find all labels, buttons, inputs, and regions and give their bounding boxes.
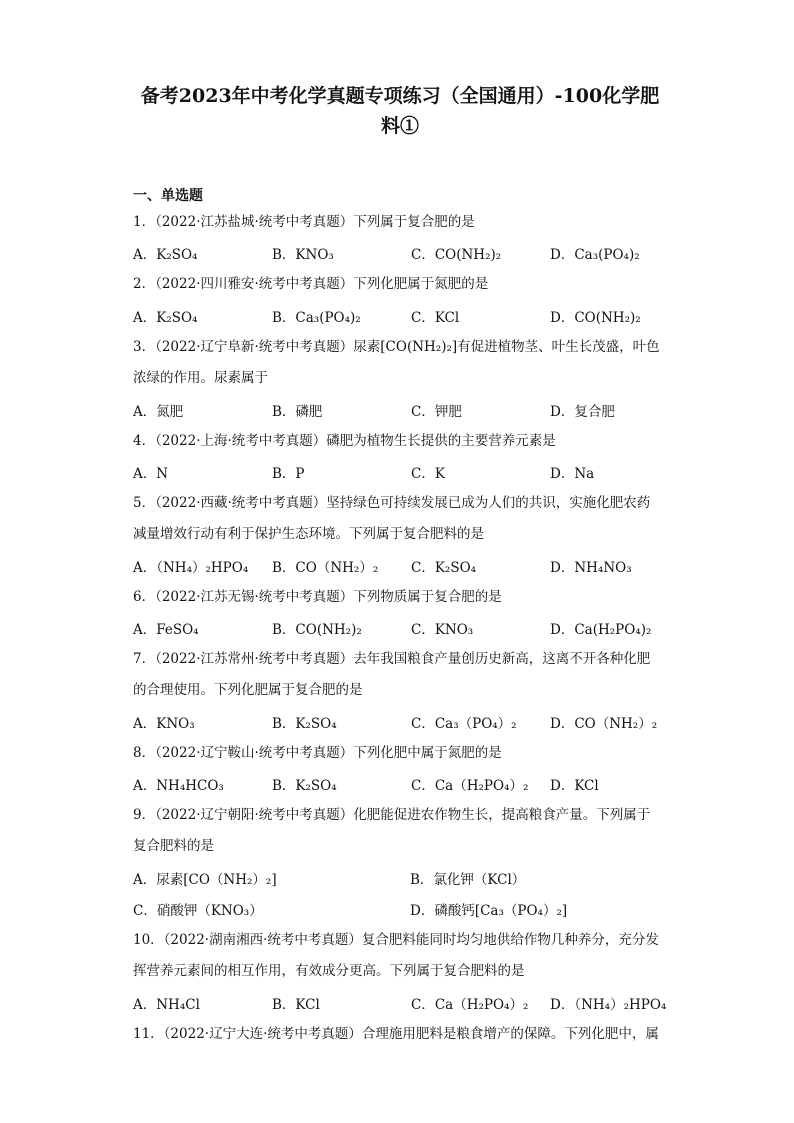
option-b[interactable]: B．磷肥 xyxy=(272,404,323,420)
question-1-options xyxy=(133,243,663,263)
option-b[interactable]: B．K₂SO₄ xyxy=(272,778,337,794)
question-7-options xyxy=(133,712,663,732)
option-d[interactable]: D．CO(NH₂)₂ xyxy=(550,310,641,326)
question-6-stem: 6．（2022·江苏无锡·统考中考真题）下列物质属于复合肥的是 xyxy=(133,589,502,605)
option-a[interactable]: A．KNO₃ xyxy=(133,716,195,732)
question-3-stem-line1: 3．（2022·辽宁阜新·统考中考真题）尿素[CO(NH₂)₂]有促进植物茎、叶生长茂盛，叶色 xyxy=(133,339,660,355)
option-a[interactable]: A．（NH₄）₂HPO₄ xyxy=(133,560,249,576)
question-11-stem: 11．（2022·辽宁大连·统考中考真题）合理施用肥料是粮食增产的保障。下列化肥中，属 xyxy=(133,1026,659,1042)
question-5-stem-line1: 5．（2022·西藏·统考中考真题）坚持绿色可持续发展已成为人们的共识，实施化肥农药 xyxy=(133,495,651,511)
option-d[interactable]: D．Na xyxy=(550,466,595,482)
option-c[interactable]: C．KNO₃ xyxy=(411,622,474,638)
option-a[interactable]: A．N xyxy=(133,466,169,482)
option-c[interactable]: C．硝酸钾（KNO₃） xyxy=(133,903,263,919)
question-1-stem: 1．（2022·江苏盐城·统考中考真题）下列属于复合肥的是 xyxy=(133,214,475,230)
option-b[interactable]: B．KNO₃ xyxy=(272,247,334,263)
option-a[interactable]: A．FeSO₄ xyxy=(133,622,199,638)
option-a[interactable]: A．NH₄Cl xyxy=(133,997,200,1013)
option-d[interactable]: D．复合肥 xyxy=(550,404,615,420)
option-b[interactable]: B．P xyxy=(272,466,305,482)
question-9-stem-line1: 9．（2022·辽宁朝阳·统考中考真题）化肥能促进农作物生长，提高粮食产量。下列属于 xyxy=(133,807,651,823)
question-5-stem-line2: 减量增效行动有利于保护生态环境。下列属于复合肥料的是 xyxy=(133,526,484,542)
question-7-stem-line2: 的合理使用。下列化肥属于复合肥的是 xyxy=(133,682,363,698)
option-d[interactable]: D．KCl xyxy=(550,778,599,794)
option-c[interactable]: C．K₂SO₄ xyxy=(411,560,477,576)
option-a[interactable]: A．氮肥 xyxy=(133,404,184,420)
option-c[interactable]: C．KCl xyxy=(411,310,460,326)
option-b[interactable]: B．KCl xyxy=(272,997,320,1013)
option-d[interactable]: D．（NH₄）₂HPO₄ xyxy=(550,997,667,1013)
question-4-stem: 4．（2022·上海·统考中考真题）磷肥为植物生长提供的主要营养元素是 xyxy=(133,433,556,449)
option-d[interactable]: D．Ca(H₂PO₄)₂ xyxy=(550,622,652,638)
question-5-options xyxy=(133,556,663,576)
question-8-options xyxy=(133,774,663,794)
option-d[interactable]: D．磷酸钙[Ca₃（PO₄）₂] xyxy=(410,903,568,919)
section-heading: 一、单选题 xyxy=(133,188,203,204)
question-9-stem-line2: 复合肥料的是 xyxy=(133,838,214,854)
option-a[interactable]: A．尿素[CO（NH₂）₂] xyxy=(133,872,277,888)
option-c[interactable]: C．Ca（H₂PO₄）₂ xyxy=(411,778,529,794)
option-a[interactable]: A．NH₄HCO₃ xyxy=(133,778,224,794)
question-4-options xyxy=(133,462,663,482)
option-c[interactable]: C．Ca₃（PO₄）₂ xyxy=(411,716,517,732)
option-b[interactable]: B．氯化钾（KCl） xyxy=(410,872,526,888)
option-b[interactable]: B．CO（NH₂）₂ xyxy=(272,560,379,576)
question-3-options xyxy=(133,400,663,420)
option-d[interactable]: D．NH₄NO₃ xyxy=(550,560,632,576)
question-2-stem: 2．（2022·四川雅安·统考中考真题）下列化肥属于氮肥的是 xyxy=(133,276,489,292)
question-3-stem-line2: 浓绿的作用。尿素属于 xyxy=(133,370,268,386)
question-6-options xyxy=(133,618,663,638)
option-b[interactable]: B．K₂SO₄ xyxy=(272,716,337,732)
page-title-line2: 料① xyxy=(380,115,419,137)
option-a[interactable]: A．K₂SO₄ xyxy=(133,310,198,326)
question-8-stem: 8．（2022·辽宁鞍山·统考中考真题）下列化肥中属于氮肥的是 xyxy=(133,745,502,761)
option-a[interactable]: A．K₂SO₄ xyxy=(133,247,198,263)
option-c[interactable]: C．Ca（H₂PO₄）₂ xyxy=(411,997,529,1013)
option-c[interactable]: C．钾肥 xyxy=(411,404,462,420)
question-10-stem-line2: 挥营养元素间的相互作用，有效成分更高。下列属于复合肥料的是 xyxy=(133,963,525,979)
option-c[interactable]: C．K xyxy=(411,466,445,482)
question-10-options xyxy=(133,993,667,1013)
question-7-stem-line1: 7．（2022·江苏常州·统考中考真题）去年我国粮食产量创历史新高，这离不开各种化肥 xyxy=(133,651,651,667)
option-c[interactable]: C．CO(NH₂)₂ xyxy=(411,247,502,263)
question-10-stem-line1: 10．（2022·湖南湘西·统考中考真题）复合肥料能同时均匀地供给作物几种养分，充分发 xyxy=(133,932,659,948)
option-d[interactable]: D．Ca₃(PO₄)₂ xyxy=(550,247,640,263)
page-title-line1: 备考2023年中考化学真题专项练习（全国通用）-100化学肥 xyxy=(140,85,660,107)
option-b[interactable]: B．Ca₃(PO₄)₂ xyxy=(272,310,361,326)
question-2-options xyxy=(133,306,663,326)
option-b[interactable]: B．CO(NH₂)₂ xyxy=(272,622,362,638)
option-d[interactable]: D．CO（NH₂）₂ xyxy=(550,716,658,732)
